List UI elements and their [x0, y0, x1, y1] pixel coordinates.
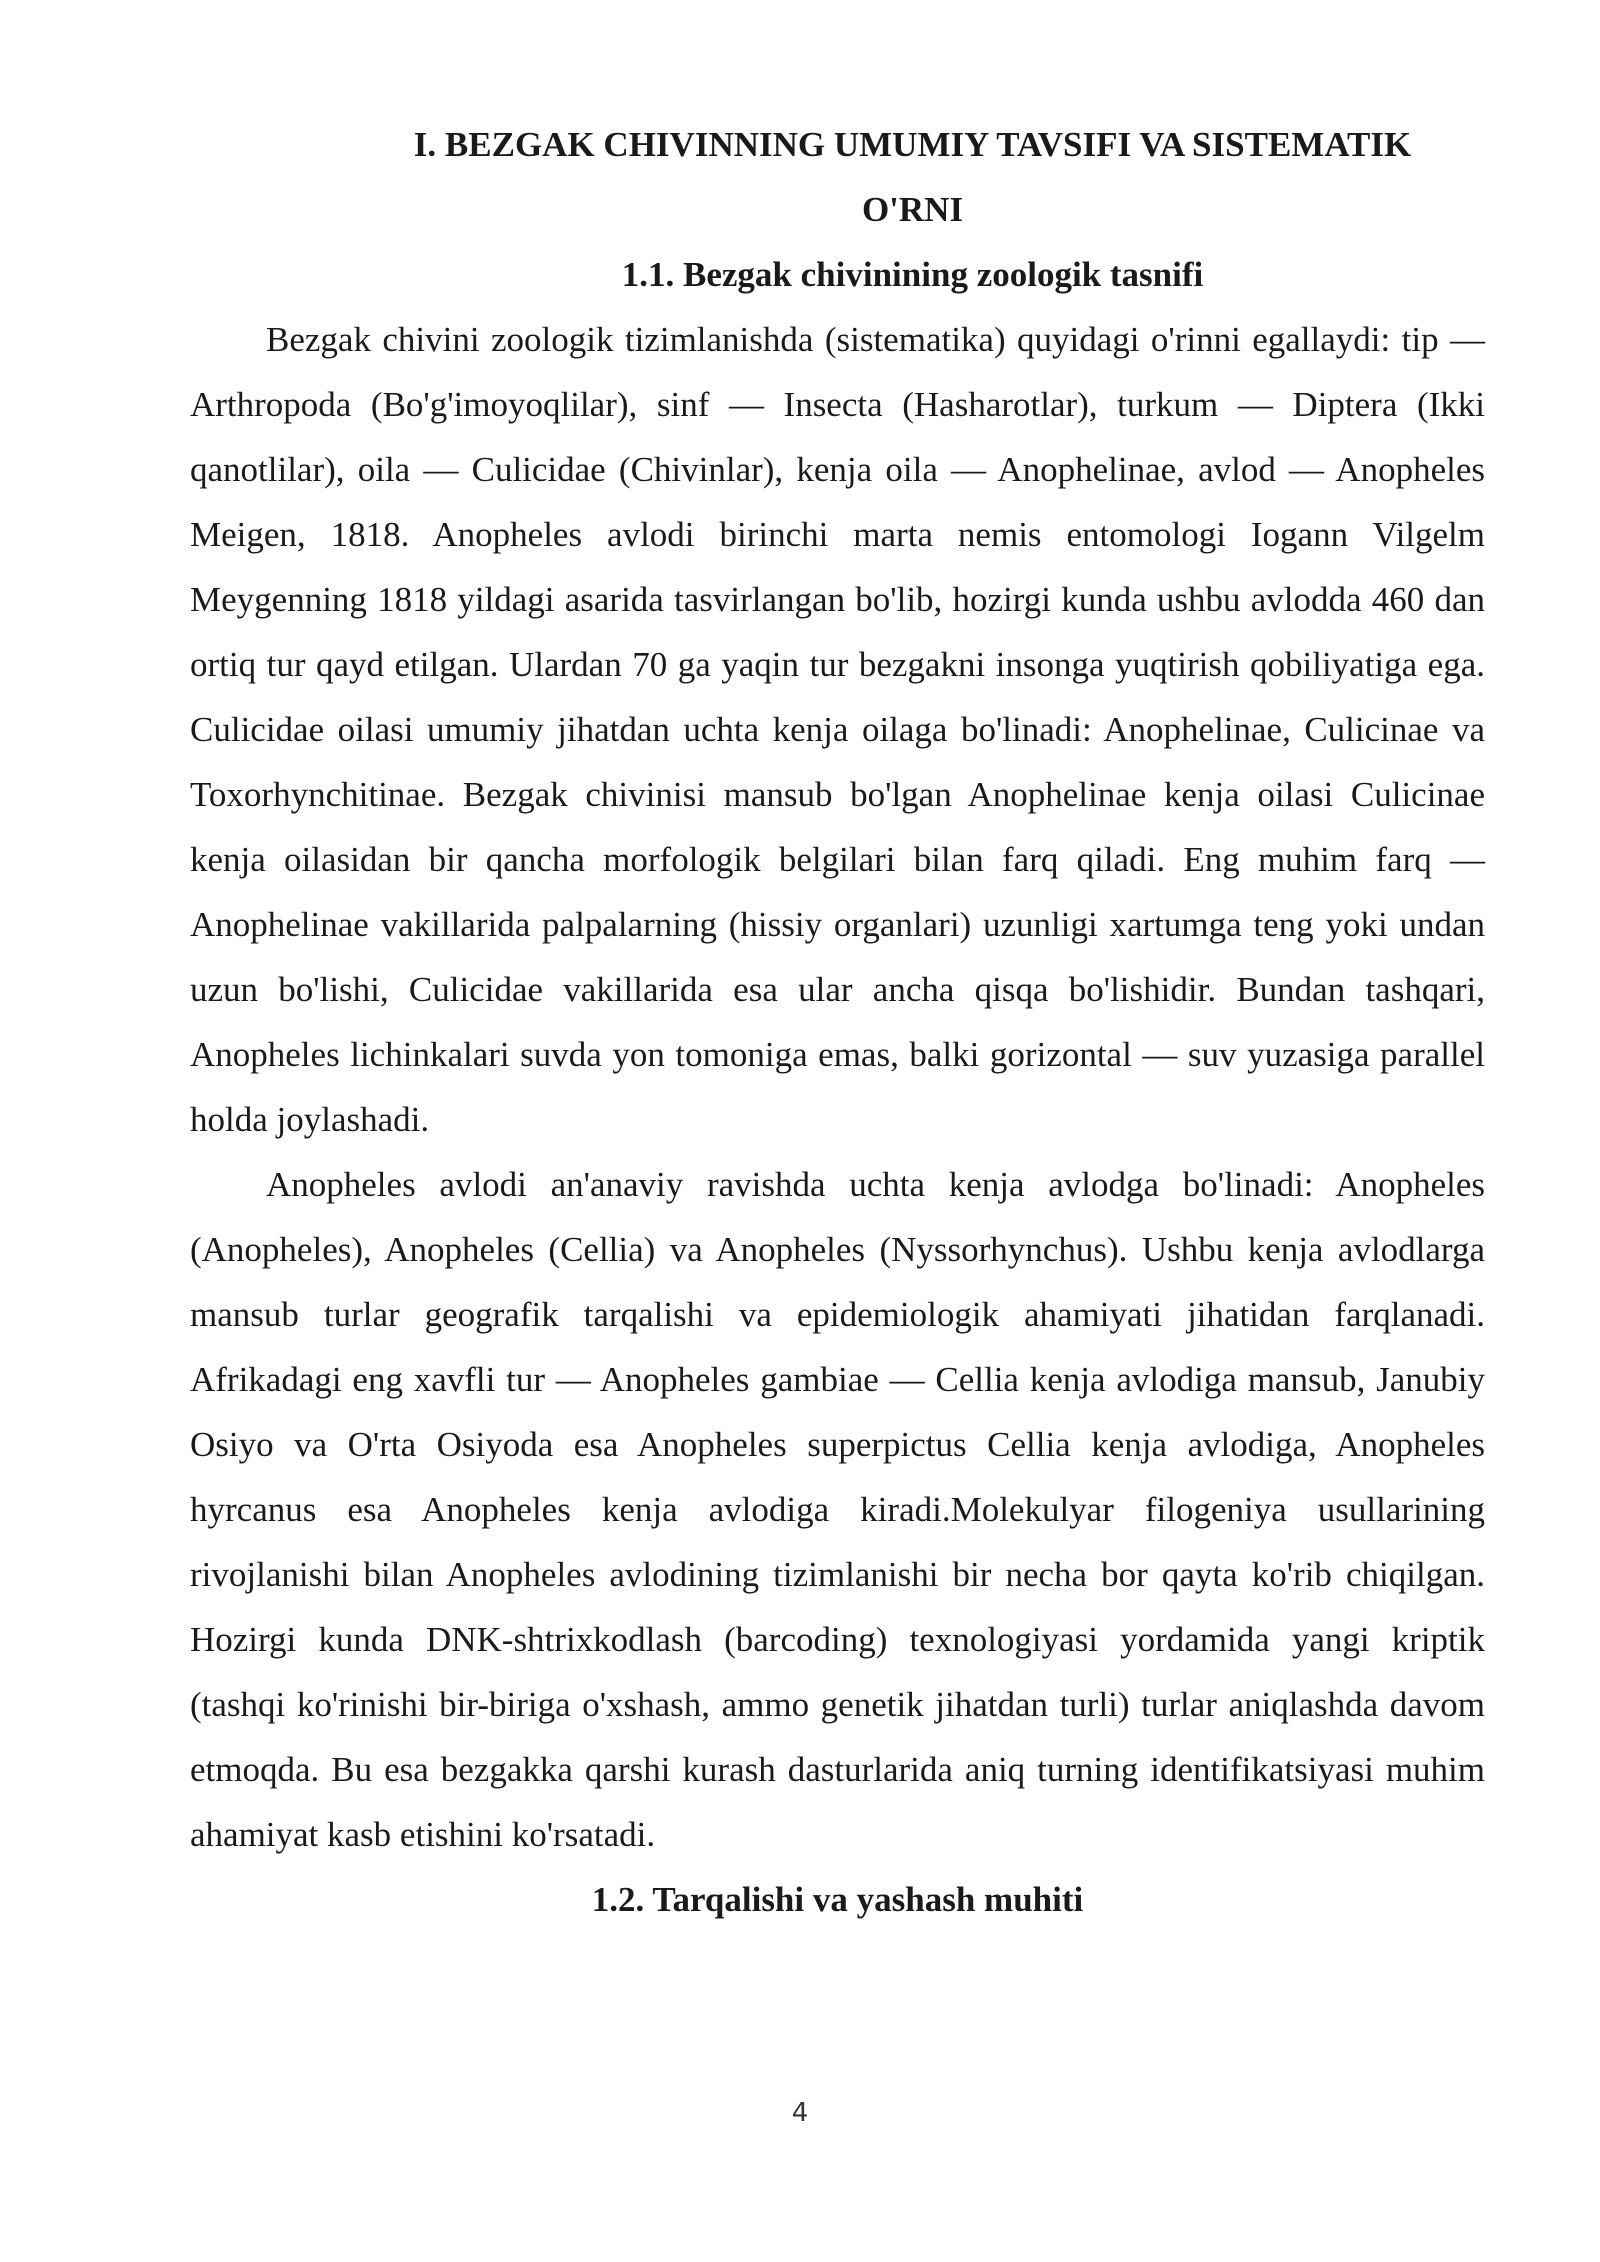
paragraph-1: Bezgak chivini zoologik tizimlanishda (sistematika) quyidagi o'rinni egallaydi: tip — Arthropoda (Bo'g'imoyoqlilar), sinf — Insecta (Hasharotlar), turkum — Diptera (Ikki qanotlilar), oila — Culicidae (Chivinlar), kenja oila — Anophelinae, avlod — Anopheles Meigen, 1818. Anopheles avlodi birinchi marta nemis entomologi Iogann Vilgelm Meygenning 1818 yildagi asarida tasvirlangan bo'lib, hozirgi kunda ushbu avlodda 460 dan ortiq tur qayd etilgan. Ulardan 70 ga yaqin tur bezgakni insonga yuqtirish qobiliyatiga ega. Culicidae oilasi umumiy jihatdan uchta kenja oilaga bo'linadi: Anophelinae, Culicinae va Toxorhynchitinae. Bezgak chivinisi mansub bo'lgan Anophelinae kenja oilasi Culicinae kenja oilasidan bir qancha morfologik belgilari bilan farq qiladi. Eng muhim farq — Anophelinae vakillarida palpalarning (hissiy organlari) uzunligi xartumga teng yoki undan uzun bo'lishi, Culicidae vakillarida esa ular ancha qisqa bo'lishidir. Bundan tashqari, Anopheles lichinkalari suvda yon tomoniga emas, balki gorizontal — suv yuzasiga parallel holda joylashadi. [190, 320, 1485, 1139]
paragraph-2: Anopheles avlodi an'anaviy ravishda uchta kenja avlodga bo'linadi: Anopheles (Anopheles), Anopheles (Cellia) va Anopheles (Nyssorhynchus). Ushbu kenja avlodlarga mansub turlar geografik tarqalishi va epidemiologik ahamiyati jihatidan farqlanadi. Afrikadagi eng xavfli tur — Anopheles gambiae — Cellia kenja avlodiga mansub, Janubiy Osiyo va O'rta Osiyoda esa Anopheles superpictus Cellia kenja avlodiga, Anopheles hyrcanus esa Anopheles kenja avlodiga kiradi.Molekulyar filogeniya usullarining rivojlanishi bilan Anopheles avlodining tizimlanishi bir necha bor qayta ko'rib chiqilgan. Hozirgi kunda DNK-shtrixkodlash (barcoding) texnologiyasi yordamida yangi kriptik (tashqi ko'rinishi bir-biriga o'xshash, ammo genetik jihatdan turli) turlar aniqlashda davom etmoqda. Bu esa bezgakka qarshi kurash dasturlarida aniq turning identifikatsiyasi muhim ahamiyat kasb etishini ko'rsatadi. [190, 1165, 1485, 1854]
page-content [190, 112, 1485, 1932]
section-1-1-title: 1.1. Bezgak chivinining zoologik tasnifi [621, 255, 1204, 294]
page-number: 4 [791, 2098, 809, 2128]
chapter-title-line-1: I. BEZGAK CHIVINNING UMUMIY TAVSIFI VA SISTEMATIK [413, 125, 1412, 164]
chapter-title-line-2: O'RNI [861, 190, 964, 229]
chapter-title [190, 112, 1485, 242]
section-1-2-title: 1.2. Tarqalishi va yashash muhiti [591, 1880, 1084, 1919]
